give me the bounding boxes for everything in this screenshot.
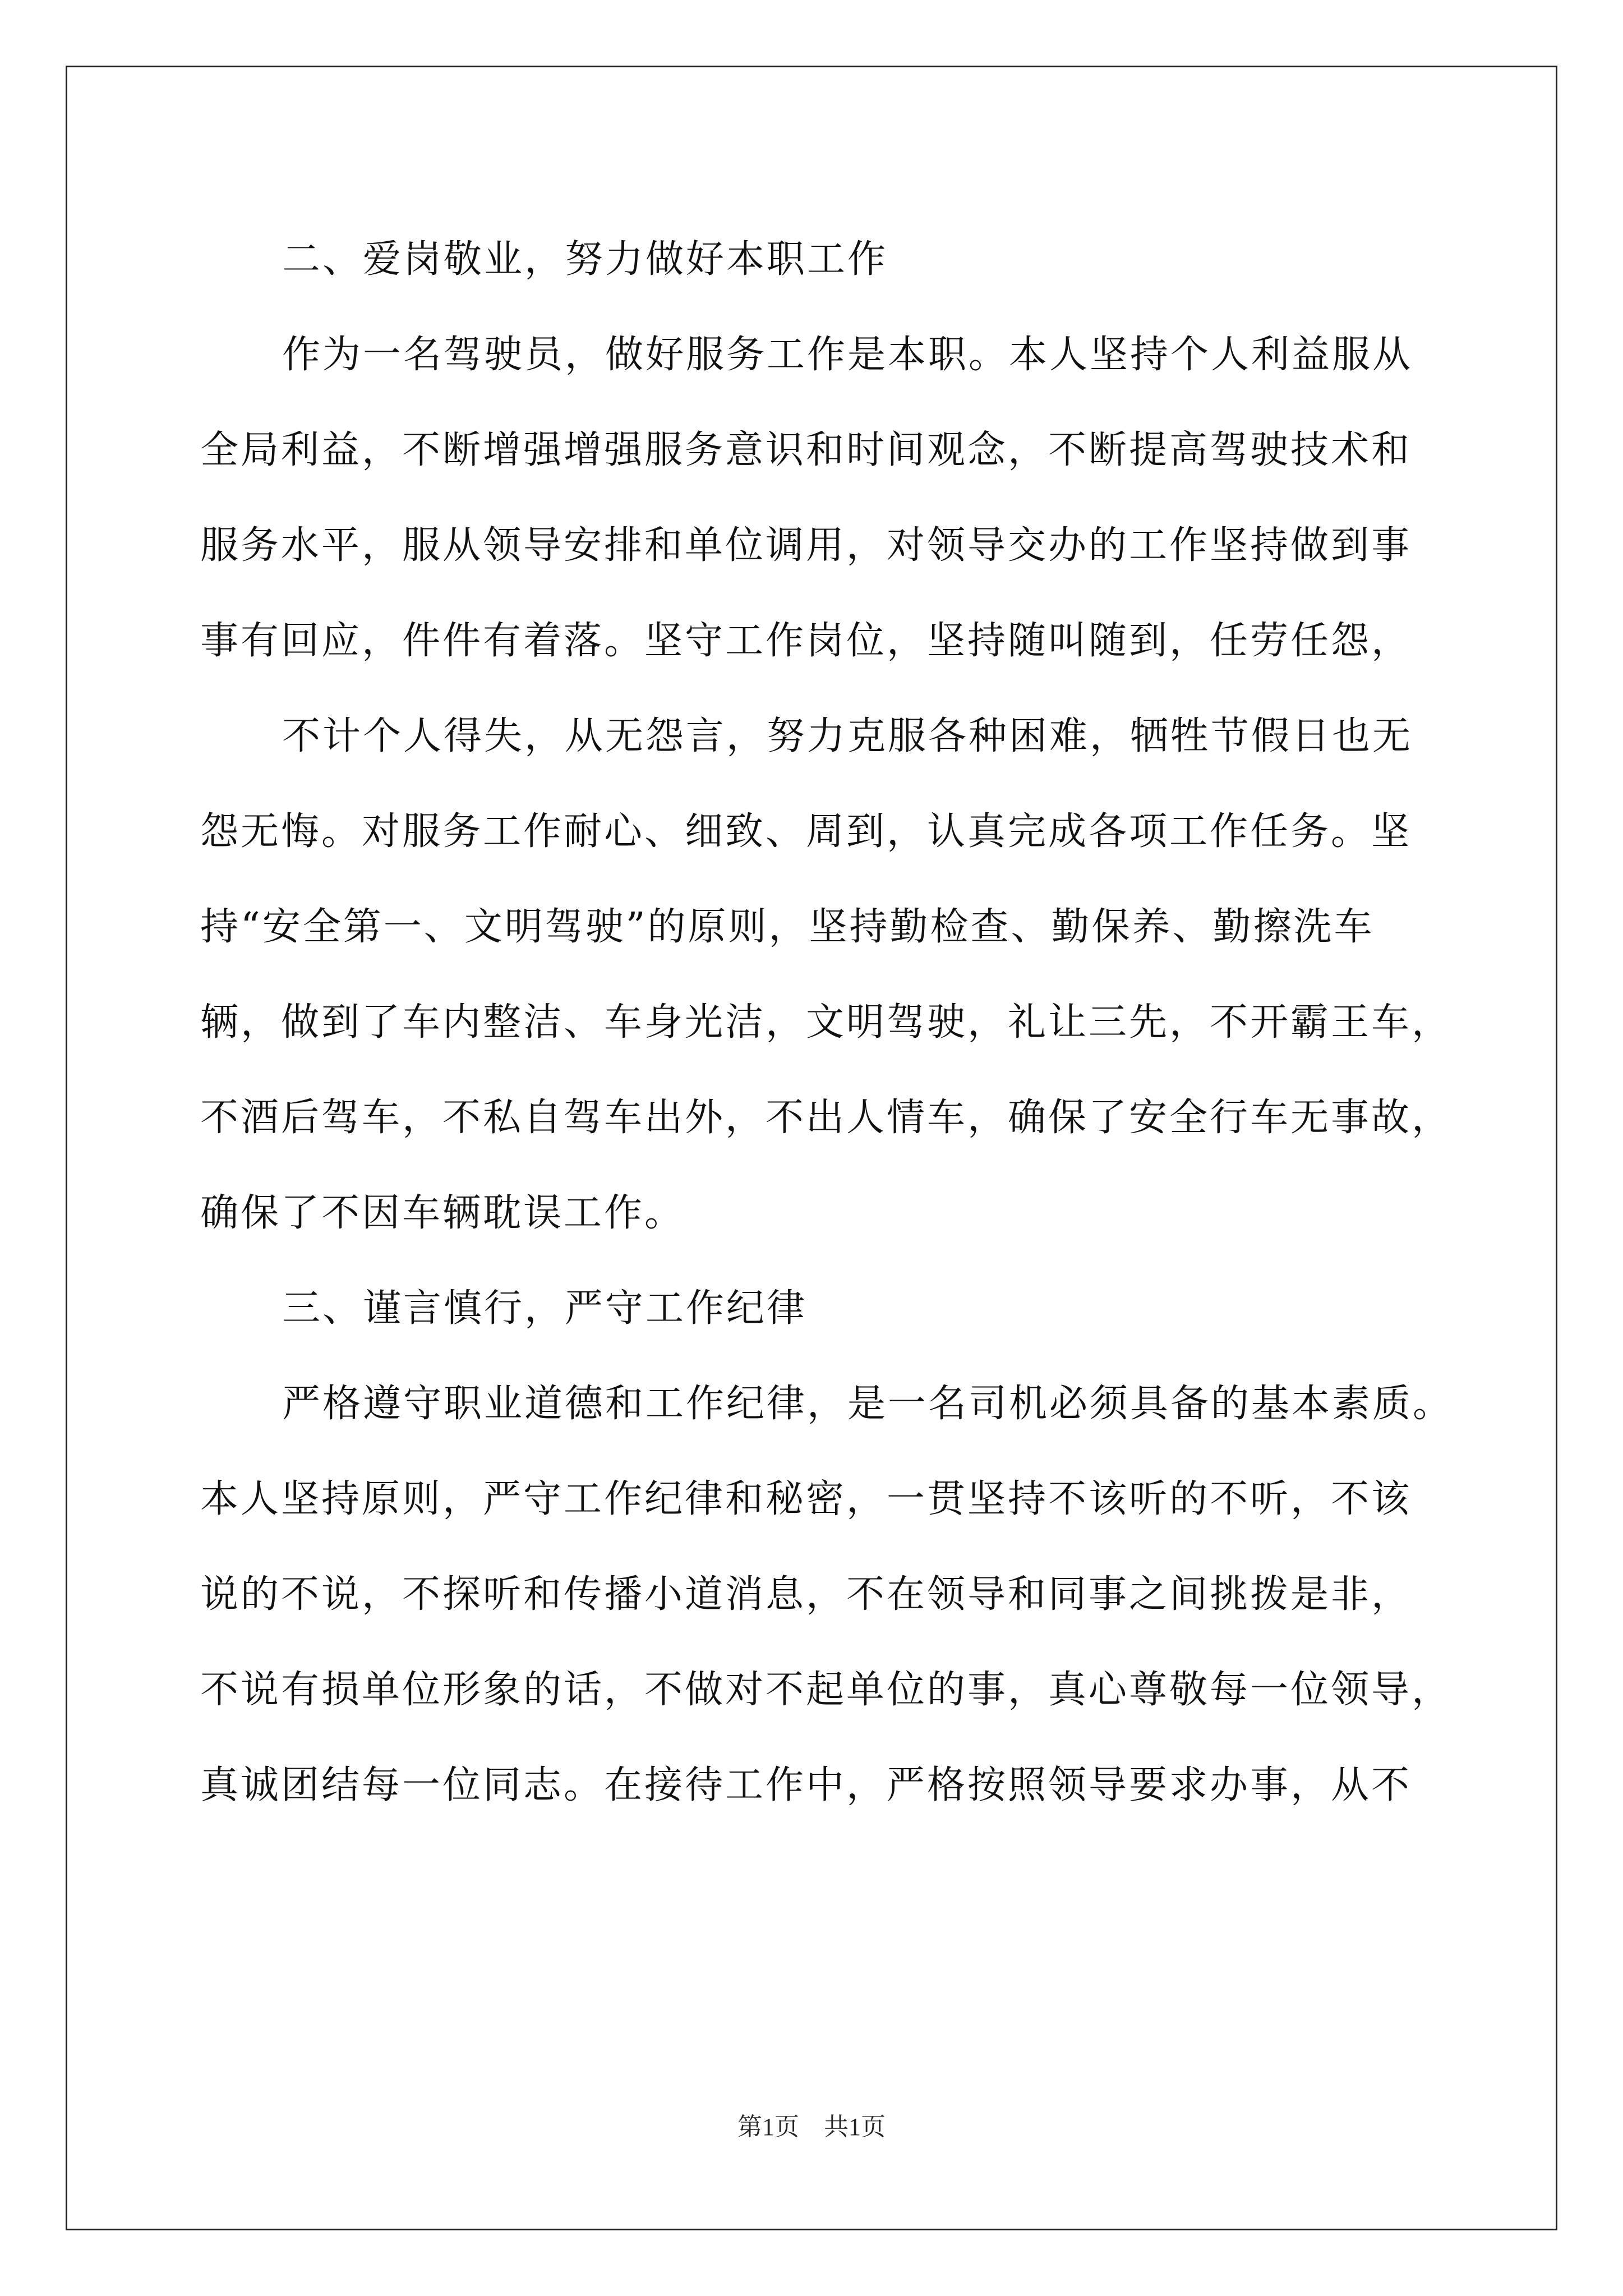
paragraph-line: 说的不说，不探听和传播小道消息，不在领导和同事之间挑拨是非， [200,1572,1412,1617]
document-body [200,212,1468,1833]
paragraph-line: 确保了不因车辆耽误工作。 [200,1191,685,1235]
paragraph-line: 怨无悔。对服务工作耐心、细致、周到，认真完成各项工作任务。坚 [200,809,1412,854]
paragraph-line: 作为一名驾驶员，做好服务工作是本职。本人坚持个人利益服从 [282,333,1413,377]
paragraph-line: 本人坚持原则，严守工作纪律和秘密，一贯坚持不该听的不听，不该 [200,1477,1412,1521]
section-heading-2: 二、爱岗敬业，努力做好本职工作 [282,237,888,282]
paragraph-line: 服务水平，服从领导安排和单位调用，对领导交办的工作坚持做到事 [200,523,1412,568]
paragraph-line: 不酒后驾车，不私自驾车出外，不出人情车，确保了安全行车无事故， [200,1096,1453,1140]
paragraph-line: 辆，做到了车内整洁、车身光洁，文明驾驶，礼让三先，不开霸王车， [200,1000,1453,1045]
page-number-footer: 第1页 共1页 [737,2113,886,2141]
paragraph-line: 事有回应，件件有着落。坚守工作岗位，坚持随叫随到，任劳任怨， [200,619,1412,663]
section-heading-3: 三、谨言慎行，严守工作纪律 [282,1286,808,1331]
paragraph-line: 不计个人得失，从无怨言，努力克服各种困难，牺牲节假日也无 [282,714,1413,758]
paragraph-line: 不说有损单位形象的话，不做对不起单位的事，真心尊敬每一位领导， [200,1668,1453,1712]
paragraph-line: 持“安全第一、文明驾驶”的原则，坚持勤检查、勤保养、勤擦洗车 [200,905,1375,949]
paragraph-line: 全局利益，不断增强增强服务意识和时间观念，不断提高驾驶技术和 [200,428,1412,472]
paragraph-line: 严格遵守职业道德和工作纪律，是一名司机必须具备的基本素质。 [282,1382,1454,1426]
paragraph-line: 真诚团结每一位同志。在接待工作中，严格按照领导要求办事，从不 [200,1763,1412,1807]
